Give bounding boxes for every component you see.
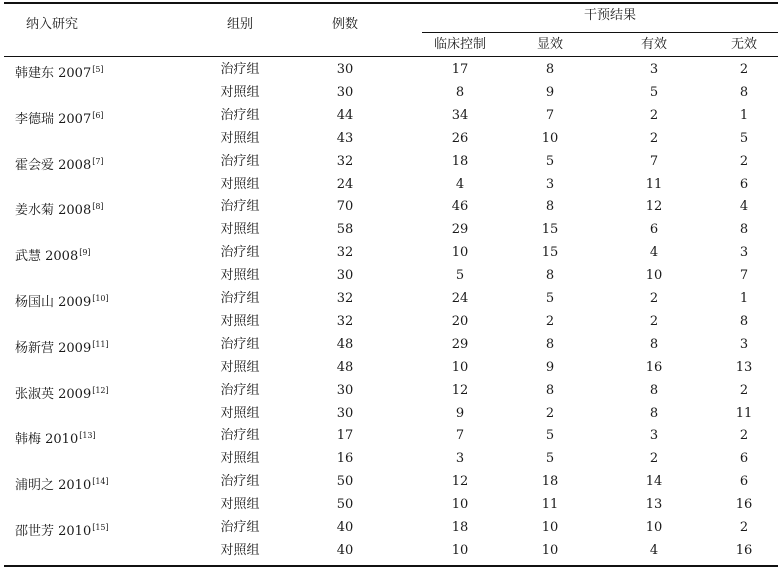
- group-cell: 对照组: [220, 84, 260, 100]
- ineffective-cell: 1: [739, 107, 749, 123]
- cases-cell: 70: [336, 199, 354, 215]
- marked-effect-cell: 11: [541, 497, 559, 513]
- top-rule: [4, 2, 778, 4]
- ineffective-cell: 8: [739, 84, 749, 100]
- marked-effect-cell: 2: [545, 405, 555, 421]
- marked-effect-cell: 5: [545, 451, 555, 467]
- clinical-control-cell: 20: [451, 313, 469, 329]
- group-cell: 治疗组: [220, 291, 260, 306]
- study-label: [15, 520, 109, 540]
- study-name: 韩建东 2007: [15, 66, 92, 81]
- clinical-control-cell: 18: [451, 153, 469, 169]
- cases-cell: 40: [336, 520, 354, 535]
- ineffective-cell: 6: [739, 451, 749, 467]
- study-reference: [5]: [92, 65, 104, 74]
- ineffective-cell: 2: [739, 153, 749, 169]
- study-label: [15, 428, 96, 448]
- cases-cell: 40: [336, 542, 354, 558]
- cases-cell: 30: [336, 268, 354, 284]
- clinical-control-cell: 26: [451, 130, 469, 146]
- study-label: [15, 383, 109, 403]
- marked-effect-cell: 8: [545, 62, 555, 77]
- effective-cell: 8: [649, 382, 659, 398]
- study-label: [15, 291, 109, 311]
- effective-cell: 14: [645, 474, 663, 490]
- marked-effect-cell: 10: [541, 130, 559, 146]
- study-name: 浦明之 2010: [15, 478, 92, 494]
- clinical-control-cell: 18: [451, 520, 469, 535]
- ineffective-cell: 11: [735, 405, 753, 421]
- ineffective-cell: 2: [739, 428, 749, 444]
- study-reference: [11]: [92, 339, 109, 349]
- marked-effect-cell: 5: [545, 291, 555, 306]
- marked-effect-cell: 8: [545, 336, 555, 352]
- ineffective-cell: 6: [739, 176, 749, 192]
- group-cell: 治疗组: [220, 428, 260, 444]
- study-name: 张淑英 2009: [15, 386, 92, 402]
- clinical-control-cell: 10: [451, 359, 469, 375]
- ineffective-cell: 4: [739, 199, 749, 215]
- effective-cell: 4: [649, 245, 659, 261]
- effective-cell: 12: [645, 199, 663, 215]
- ineffective-cell: 16: [735, 542, 753, 558]
- ineffective-cell: 5: [739, 130, 749, 146]
- effective-cell: 10: [645, 520, 663, 535]
- marked-effect-cell: 5: [545, 428, 555, 444]
- group-cell: 治疗组: [220, 336, 260, 352]
- effective-cell: 3: [649, 428, 659, 444]
- ineffective-cell: 1: [739, 291, 749, 306]
- cases-cell: 43: [336, 130, 354, 146]
- group-cell: 治疗组: [220, 245, 260, 261]
- cases-cell: 48: [336, 359, 354, 375]
- ineffective-cell: 13: [735, 359, 753, 375]
- clinical-control-cell: 5: [455, 268, 465, 284]
- clinical-control-cell: 10: [451, 542, 469, 558]
- header-ineffective: 无效: [730, 37, 757, 52]
- study-label: [15, 62, 104, 82]
- cases-cell: 32: [336, 153, 354, 169]
- group-cell: 对照组: [220, 176, 260, 192]
- group-cell: 治疗组: [220, 107, 260, 123]
- cases-cell: 17: [336, 428, 354, 444]
- outcome-subheader-rule: [422, 32, 778, 33]
- header-group: 组别: [226, 17, 253, 32]
- marked-effect-cell: 7: [545, 107, 555, 123]
- cases-cell: 44: [336, 107, 354, 123]
- marked-effect-cell: 5: [545, 153, 555, 169]
- marked-effect-cell: 10: [541, 542, 559, 558]
- cases-cell: 48: [336, 336, 354, 352]
- study-reference: [7]: [92, 156, 104, 166]
- cases-cell: 58: [336, 222, 354, 238]
- study-name: 杨新营 2009: [15, 340, 92, 356]
- ineffective-cell: 8: [739, 222, 749, 238]
- study-name: 邵世芳 2010: [15, 524, 92, 539]
- clinical-control-cell: 12: [451, 382, 469, 398]
- clinical-control-cell: 8: [455, 84, 465, 100]
- study-reference: [9]: [79, 248, 91, 258]
- group-cell: 治疗组: [220, 474, 260, 490]
- clinical-control-cell: 10: [451, 245, 469, 261]
- ineffective-cell: 2: [739, 520, 749, 535]
- clinical-control-cell: 46: [451, 199, 469, 215]
- ineffective-cell: 2: [739, 382, 749, 398]
- header-outcome: 干预结果: [583, 8, 636, 23]
- cases-cell: 50: [336, 497, 354, 513]
- marked-effect-cell: 15: [541, 245, 559, 261]
- ineffective-cell: 6: [739, 474, 749, 490]
- study-name: 霍会爱 2008: [15, 157, 92, 173]
- effective-cell: 5: [649, 84, 659, 100]
- marked-effect-cell: 9: [545, 84, 555, 100]
- clinical-control-cell: 9: [455, 405, 465, 421]
- ineffective-cell: 8: [739, 313, 749, 329]
- header-study: 纳入研究: [26, 17, 79, 32]
- effective-cell: 2: [649, 451, 659, 467]
- header-bottom-rule: [4, 56, 778, 57]
- clinical-control-cell: 10: [451, 497, 469, 513]
- study-label: [15, 474, 109, 494]
- marked-effect-cell: 10: [541, 520, 559, 535]
- study-label: [15, 154, 104, 174]
- effective-cell: 2: [649, 130, 659, 146]
- study-reference: [8]: [92, 202, 104, 212]
- bottom-rule: [4, 565, 778, 567]
- group-cell: 治疗组: [220, 520, 260, 535]
- ineffective-cell: 3: [739, 245, 749, 261]
- clinical-control-cell: 34: [451, 107, 469, 123]
- study-reference: [13]: [79, 431, 96, 441]
- marked-effect-cell: 8: [545, 382, 555, 398]
- group-cell: 治疗组: [220, 62, 260, 77]
- study-reference: [15]: [92, 523, 109, 532]
- marked-effect-cell: 8: [545, 268, 555, 284]
- study-name: 杨国山 2009: [15, 295, 92, 310]
- effective-cell: 13: [645, 497, 663, 513]
- marked-effect-cell: 8: [545, 199, 555, 215]
- group-cell: 对照组: [220, 130, 260, 146]
- clinical-control-cell: 24: [451, 291, 469, 306]
- marked-effect-cell: 18: [541, 474, 559, 490]
- clinical-control-cell: 4: [455, 176, 465, 192]
- ineffective-cell: 3: [739, 336, 749, 352]
- group-cell: 对照组: [220, 222, 260, 238]
- study-name: 武慧 2008: [15, 249, 79, 265]
- effective-cell: 6: [649, 222, 659, 238]
- effective-cell: 16: [645, 359, 663, 375]
- header-marked-effect: 显效: [536, 37, 563, 52]
- cases-cell: 32: [336, 245, 354, 261]
- group-cell: 对照组: [220, 359, 260, 375]
- study-reference: [10]: [92, 294, 109, 303]
- group-cell: 对照组: [220, 313, 260, 329]
- clinical-control-cell: 17: [451, 62, 469, 77]
- study-name: 韩梅 2010: [15, 432, 79, 448]
- group-cell: 对照组: [220, 542, 260, 558]
- study-label: [15, 245, 91, 265]
- study-name: 李德瑞 2007: [15, 111, 92, 127]
- header-cases: 例数: [331, 17, 358, 32]
- study-name: 姜水菊 2008: [15, 203, 92, 219]
- cases-cell: 30: [336, 62, 354, 77]
- study-label: [15, 199, 104, 219]
- group-cell: 对照组: [220, 405, 260, 421]
- group-cell: 对照组: [220, 451, 260, 467]
- marked-effect-cell: 3: [545, 176, 555, 192]
- effective-cell: 2: [649, 107, 659, 123]
- study-reference: [6]: [92, 110, 104, 120]
- effective-cell: 2: [649, 291, 659, 306]
- effective-cell: 8: [649, 405, 659, 421]
- ineffective-cell: 16: [735, 497, 753, 513]
- cases-cell: 24: [336, 176, 354, 192]
- cases-cell: 16: [336, 451, 354, 467]
- effective-cell: 10: [645, 268, 663, 284]
- header-clinical-control: 临床控制: [433, 37, 486, 52]
- study-label: [15, 337, 109, 357]
- effective-cell: 3: [649, 62, 659, 77]
- ineffective-cell: 2: [739, 62, 749, 77]
- ineffective-cell: 7: [739, 268, 749, 284]
- clinical-control-cell: 12: [451, 474, 469, 490]
- effective-cell: 11: [645, 176, 663, 192]
- group-cell: 治疗组: [220, 199, 260, 215]
- clinical-control-cell: 29: [451, 222, 469, 238]
- group-cell: 对照组: [220, 497, 260, 513]
- group-cell: 治疗组: [220, 382, 260, 398]
- effective-cell: 2: [649, 313, 659, 329]
- study-reference: [14]: [92, 477, 109, 487]
- marked-effect-cell: 15: [541, 222, 559, 238]
- group-cell: 治疗组: [220, 153, 260, 169]
- cases-cell: 30: [336, 84, 354, 100]
- effective-cell: 7: [649, 153, 659, 169]
- cases-cell: 32: [336, 313, 354, 329]
- header-effective: 有效: [640, 37, 667, 52]
- group-cell: 对照组: [220, 268, 260, 284]
- study-label: [15, 108, 104, 128]
- clinical-control-cell: 3: [455, 451, 465, 467]
- clinical-control-cell: 29: [451, 336, 469, 352]
- cases-cell: 30: [336, 382, 354, 398]
- marked-effect-cell: 2: [545, 313, 555, 329]
- effective-cell: 8: [649, 336, 659, 352]
- study-reference: [12]: [92, 385, 109, 395]
- marked-effect-cell: 9: [545, 359, 555, 375]
- cases-cell: 32: [336, 291, 354, 306]
- effective-cell: 4: [649, 542, 659, 558]
- cases-cell: 30: [336, 405, 354, 421]
- cases-cell: 50: [336, 474, 354, 490]
- clinical-control-cell: 7: [455, 428, 465, 444]
